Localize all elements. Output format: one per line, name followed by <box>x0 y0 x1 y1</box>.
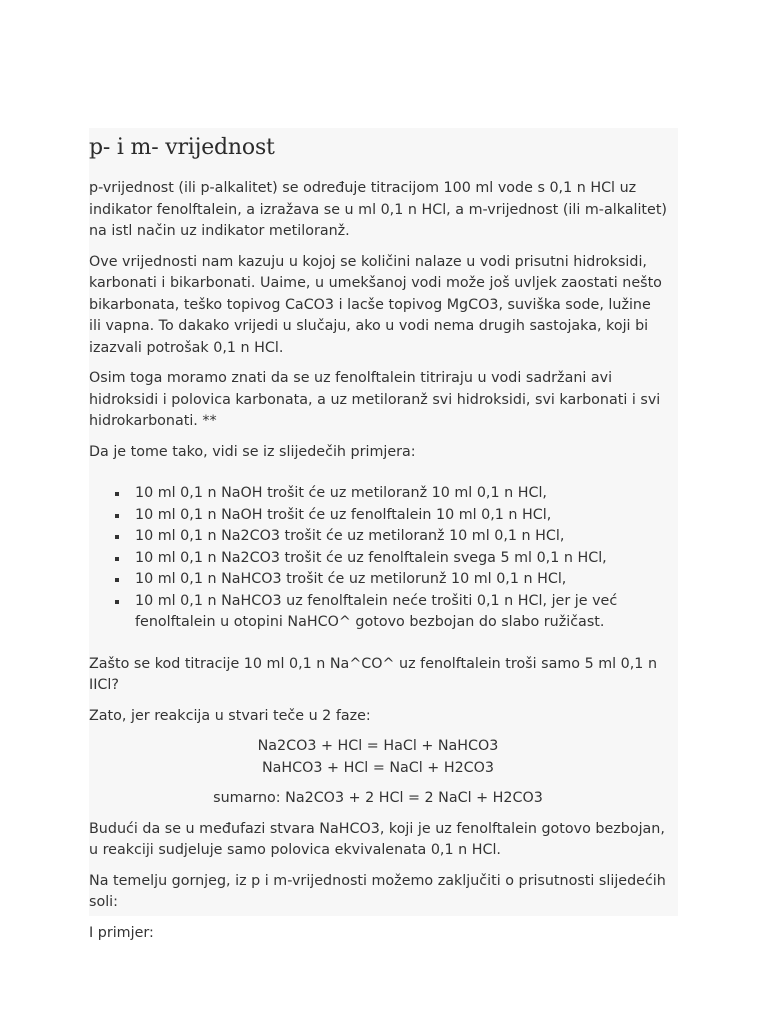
paragraph-meaning: Ove vrijednosti nam kazuju u kojoj se količini nalaze u vodi prisutni hidroksidi, karbonati i bikarbonati. Uaime, u umekšanoj vodi može još uvljek zaostati nešto bikarbonata, teško topivog CaCO3 i lacše topivog MgCO3, suviška sode, lužine ili vapna. To dakako vrijedi u slučaju, ako u vodi nema drugih sastojaka, koji bi izazvali potrošak 0,1 n HCl. <box>89 253 662 356</box>
paragraph-question: Zašto se kod titracije 10 ml 0,1 n Na^CO^ uz fenolftalein troši samo 5 ml 0,1 n IICl? <box>89 655 658 693</box>
document-body <box>89 128 667 953</box>
list-item: 10 ml 0,1 n NaOH trošit će uz fenolftalein 10 ml 0,1 n HCl, <box>135 505 667 527</box>
list-item: 10 ml 0,1 n NaHCO3 uz fenolftalein neće trošiti 0,1 n HCl, jer je već fenolftalein u otopini NaHCO^ gotovo bezbojan do slabo ružičast. <box>135 591 667 634</box>
list-item: 10 ml 0,1 n Na2CO3 trošit će uz metiloranž 10 ml 0,1 n HCl, <box>135 526 667 548</box>
reaction-equations <box>89 736 667 779</box>
list-item: 10 ml 0,1 n Na2CO3 trošit će uz fenolftalein svega 5 ml 0,1 n HCl, <box>135 548 667 570</box>
paragraph-titration-note: Osim toga moramo znati da se uz fenolftalein titriraju u vodi sadržani avi hidroksidi i polovica karbonata, a uz metiloranž svi hidroksidi, svi karbonati i svi hidrokarbonati. ** <box>89 370 661 429</box>
page-title: p- i m- vrijednost <box>89 135 275 160</box>
equation-sum: sumarno: Na2CO3 + 2 HCl = 2 NaCl + H2CO3 <box>213 790 543 806</box>
list-item: 10 ml 0,1 n NaHCO3 trošit će uz metilorunž 10 ml 0,1 n HCl, <box>135 569 667 591</box>
paragraph-p-value-definition: p-vrijednost (ili p-alkalitet) se određuje titracijom 100 ml vode s 0,1 n HCl uz indikator fenolftalein, a izražava se u ml 0,1 n HCl, a m-vrijednost (ili m-alkalitet) na istl način uz indikator metiloranž. <box>89 180 668 239</box>
list-item: 10 ml 0,1 n NaOH trošit će uz metiloranž 10 ml 0,1 n HCl, <box>135 483 667 505</box>
paragraph-explanation: Budući da se u međufazi stvara NaHCO3, koji je uz fenolftalein gotovo bezbojan, u reakciji sudjeluje samo polovica ekvivalenata 0,1 n HCl. <box>89 820 665 858</box>
paragraph-examples-intro: Da je tome tako, vidi se iz slijedečih primjera: <box>89 443 416 460</box>
paragraph-two-phases: Zato, jer reakcija u stvari teče u 2 faze: <box>89 707 371 724</box>
equation-1: Na2CO3 + HCl = HaCl + NaHCO3 <box>257 738 499 754</box>
equation-2: NaHCO3 + HCl = NaCl + H2CO3 <box>261 759 495 776</box>
paragraph-conclusion: Na temelju gornjeg, iz p i m-vrijednosti možemo zaključiti o prisutnosti slijedećih soli: <box>89 872 666 910</box>
paragraph-example-heading: I primjer: <box>89 924 154 941</box>
examples-list <box>89 483 667 634</box>
